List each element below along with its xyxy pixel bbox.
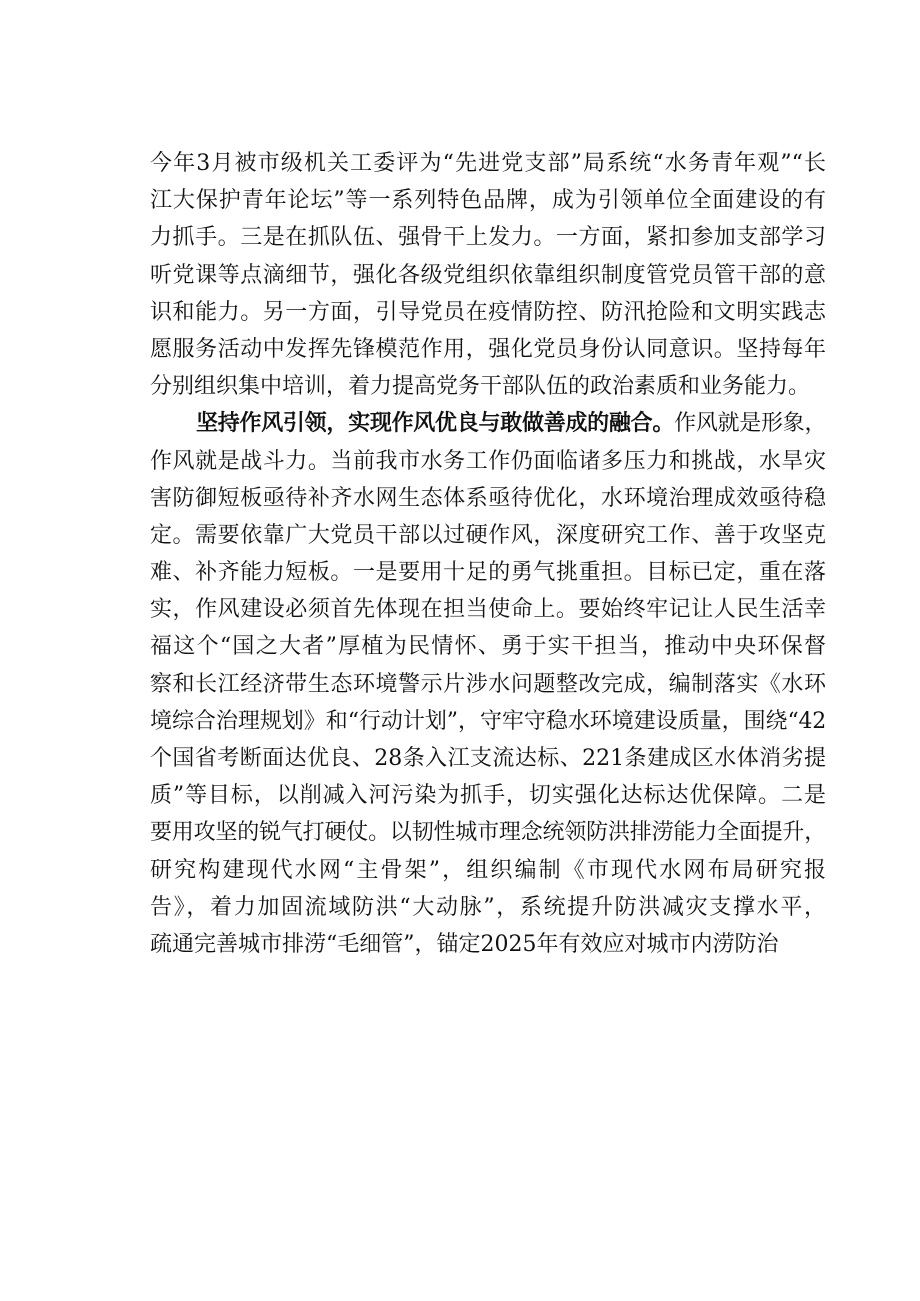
text-line: 分别组织集中培训，着力提高党务干部队伍的政治素质和业务能力。 — [150, 374, 811, 400]
text-line: 力抓手。三是在抓队伍、强骨干上发力。一方面，紧扣参加支部学习 — [150, 225, 826, 251]
text-line: 江大保护青年论坛”等一系列特色品牌，成为引领单位全面建设的有 — [150, 188, 826, 214]
text-line: 察和长江经济带生态环境警示片涉水问题整改完成，编制落实《水环 — [150, 671, 826, 697]
text-line: 难、补齐能力短板。一是要用十足的勇气挑重担。目标已定，重在落 — [150, 560, 826, 586]
paragraph-1 — [150, 145, 826, 405]
text-line: 个国省考断面达优良、28条入江支流达标、221条建成区水体消劣提 — [150, 746, 826, 771]
text-line: 害防御短板亟待补齐水网生态体系亟待优化，水环境治理成效亟待稳 — [150, 485, 826, 511]
paragraph-heading-line — [150, 405, 826, 442]
text-line: 福这个“国之大者”厚植为民情怀、勇于实干担当，推动中央环保督 — [150, 634, 826, 660]
text-line: 研究构建现代水网“主骨架”，组织编制《市现代水网布局研究报 — [150, 857, 826, 883]
text-line: 质”等目标，以削减入河污染为抓手，切实强化达标达优保障。二是 — [150, 783, 826, 809]
heading-tail-text: 作风就是形象， — [674, 411, 826, 437]
text-line: 告》，着力加固流域防洪“大动脉”，系统提升防洪减灾支撑水平， — [150, 894, 826, 920]
text-line: 今年3月被市级机关工委评为“先进党支部”局系统“水务青年观”“长 — [150, 151, 827, 176]
text-line: 听党课等点滴细节，强化各级党组织依靠组织制度管党员管干部的意 — [150, 262, 826, 288]
text-line: 实，作风建设必须首先体现在担当使命上。要始终牢记让人民生活幸 — [150, 597, 826, 623]
text-line: 疏通完善城市排涝“毛细管”，锚定2025年有效应对城市内涝防治 — [150, 931, 779, 957]
text-line: 愿服务活动中发挥先锋模范作用，强化党员身份认同意识。坚持每年 — [150, 336, 826, 362]
paragraph-heading: 坚持作风引领，实现作风优良与敢做善成的融合。 — [196, 410, 675, 437]
text-line: 定。需要依靠广大党员干部以过硬作风，深度研究工作、善于攻坚克 — [150, 522, 826, 548]
paragraph-2 — [150, 405, 826, 963]
text-line: 识和能力。另一方面，引导党员在疫情防控、防汛抢险和文明实践志 — [150, 299, 826, 325]
text-line: 作风就是战斗力。当前我市水务工作仍面临诸多压力和挑战，水旱灾 — [150, 448, 826, 474]
document-body — [150, 145, 826, 963]
text-line: 境综合治理规划》和“行动计划”，守牢守稳水环境建设质量，围绕“42 — [150, 708, 826, 734]
text-line: 要用攻坚的锐气打硬仗。以韧性城市理念统领防洪排涝能力全面提升， — [150, 820, 826, 846]
